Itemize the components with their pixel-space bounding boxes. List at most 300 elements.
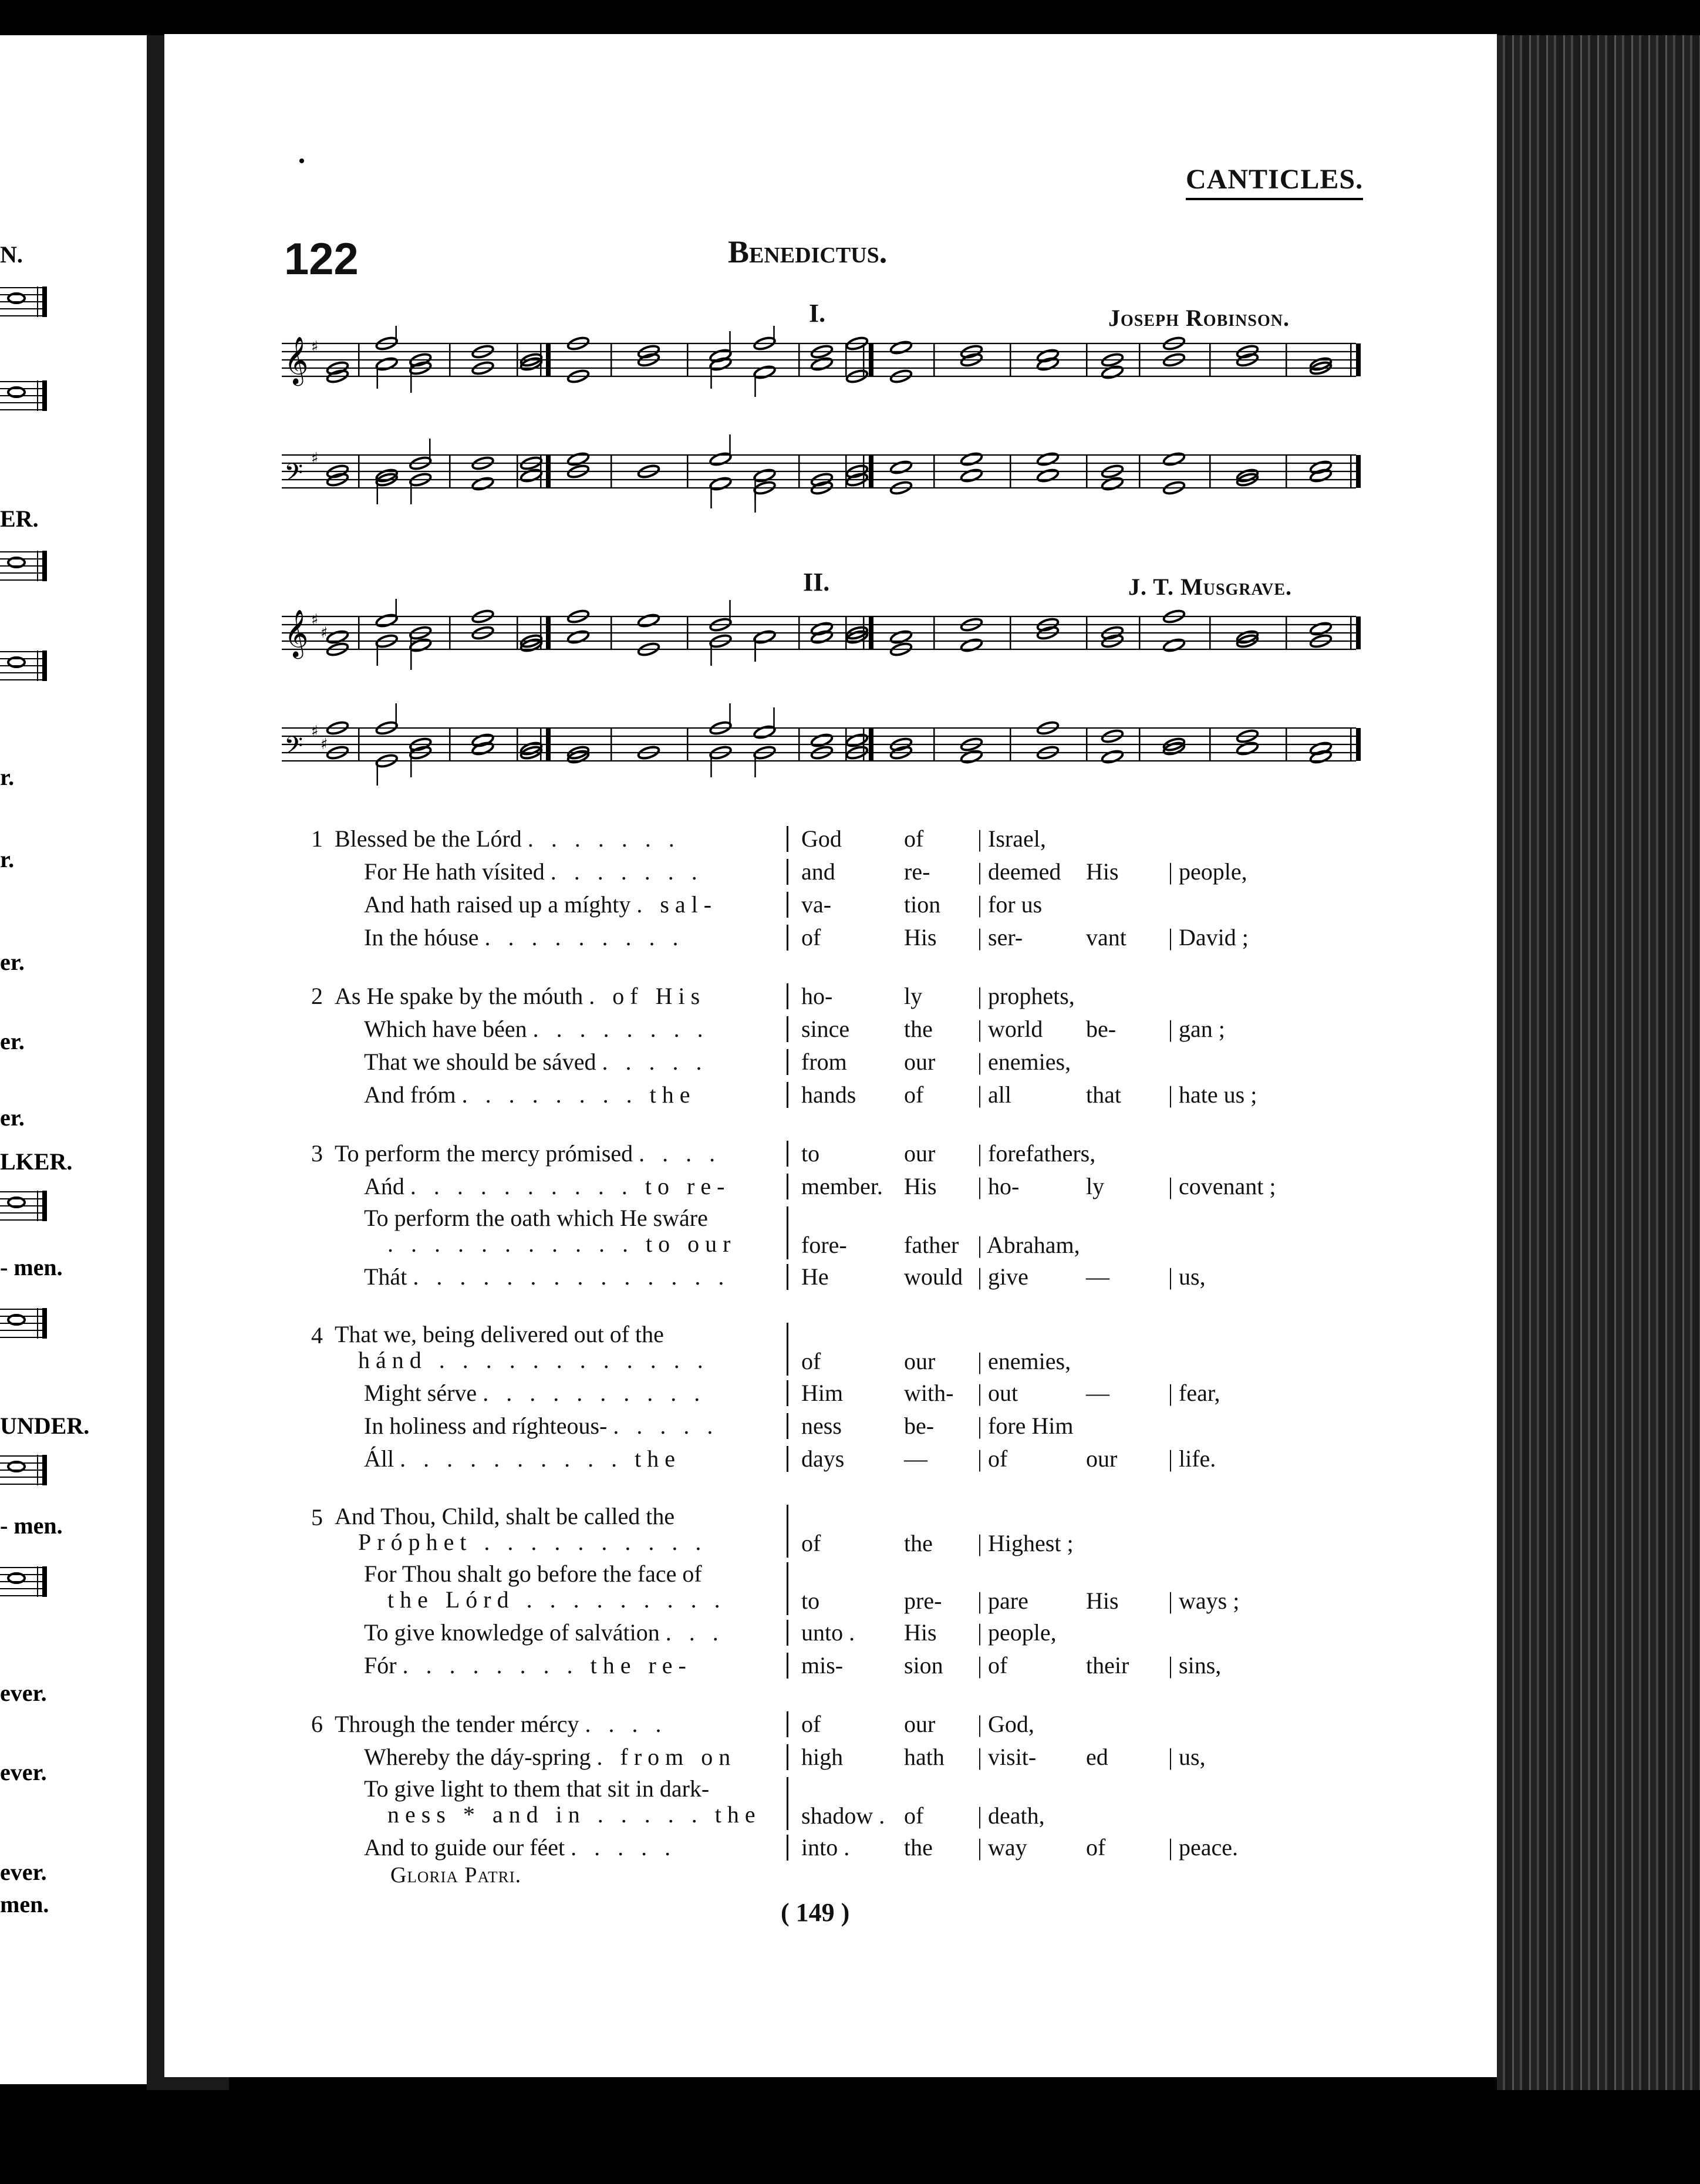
canticle-title: Benedictus. (728, 234, 888, 269)
facing-page-staff-fragment (0, 646, 53, 687)
double-barline (869, 728, 873, 761)
chant-syllable: with- (904, 1380, 954, 1406)
pointing-bar (787, 1620, 788, 1646)
barline (1286, 455, 1287, 488)
reciting-text: And to guide our féet (364, 1834, 565, 1861)
chant-syllable: He (801, 1263, 829, 1290)
barline (1139, 455, 1141, 488)
pointing-bar (787, 1653, 788, 1679)
chant-syllable: His (904, 924, 937, 951)
chant-syllable: our (904, 1140, 936, 1167)
chant-syllable: | ser- (977, 924, 1023, 951)
chant-syllable: from (801, 1049, 847, 1075)
note-head (889, 629, 912, 645)
composer-2: J. T. Musgrave. (1128, 574, 1293, 600)
double-barline (1356, 343, 1361, 376)
pointing-bar (787, 1744, 788, 1770)
pointing-bar (787, 1016, 788, 1042)
note-head (471, 733, 494, 748)
psalter-line (311, 1652, 1362, 1684)
verse-number: 2 (311, 983, 323, 1009)
barline (517, 455, 518, 488)
psalter-line (311, 1322, 1362, 1379)
chant-syllable: | enemies, (977, 1049, 1071, 1075)
reciting-text: In the hóuse (364, 924, 479, 951)
note-head (810, 356, 833, 372)
chant-syllable: our (1086, 1445, 1118, 1472)
psalter-line (311, 825, 1362, 858)
facing-page-staff-fragment (0, 376, 53, 417)
barline (449, 616, 451, 649)
psalter-line (311, 1445, 1362, 1478)
chant-syllable: | sins, (1168, 1652, 1222, 1679)
chant-syllable: Him (801, 1380, 844, 1406)
facing-page-fragment: UNDER. (0, 1413, 90, 1439)
facing-page-fragment: LKER. (0, 1148, 73, 1175)
chant-syllable: father (904, 1232, 959, 1258)
chant-syllable: — (904, 1445, 927, 1472)
barline (517, 728, 518, 761)
chant-syllable: | world (977, 1016, 1043, 1042)
psalter-line (311, 1561, 1362, 1619)
note-head (709, 451, 732, 467)
barline (1286, 616, 1287, 649)
pointing-dots: . . . . . . . . . (484, 924, 684, 951)
facing-page-fragment: ever. (0, 1859, 47, 1885)
setting-numeral-1: I. (809, 299, 826, 328)
barline (610, 455, 612, 488)
pointing-bar (787, 1505, 788, 1558)
verse-number: 4 (311, 1322, 323, 1349)
pointing-bar (787, 1206, 788, 1259)
chant-syllable: | death, (977, 1802, 1045, 1829)
chant-syllable: member. (801, 1173, 883, 1199)
barline (1209, 616, 1211, 649)
note-head (1036, 356, 1059, 372)
psalter-line (311, 1619, 1362, 1652)
reciting-text: To give light to them that sit in dark- (364, 1775, 710, 1802)
chant-syllable: their (1086, 1652, 1129, 1679)
chant-syllable: | God, (977, 1711, 1034, 1737)
chant-syllable: of (904, 1802, 924, 1829)
chant-syllable: of (904, 1081, 924, 1108)
barline (517, 616, 518, 649)
verse-number: 5 (311, 1504, 323, 1531)
pointing-dots: ness * and in . . . . . the (387, 1801, 761, 1828)
note-head (1101, 365, 1124, 380)
chant-syllable: | people, (977, 1619, 1057, 1646)
facing-page-fragment: r. (0, 764, 15, 790)
pointing-dots: . from on (596, 1744, 737, 1770)
chant-syllable: | people, (1168, 858, 1247, 885)
note-head (409, 638, 432, 653)
barline (1286, 343, 1287, 376)
note-head (1162, 451, 1185, 467)
chant-syllable: of (801, 924, 821, 951)
facing-page-staff-fragment (0, 1450, 53, 1491)
note-head (889, 460, 912, 475)
barline (1010, 455, 1011, 488)
pointing-bar (787, 826, 788, 852)
chant-syllable: the (904, 1834, 933, 1861)
psalter-line (311, 1015, 1362, 1048)
chant-syllable: ness (801, 1413, 842, 1439)
double-barline (546, 728, 551, 761)
chant-syllable: high (801, 1744, 844, 1770)
chant-syllable: shadow . (801, 1802, 885, 1829)
gloria-patri: Gloria Patri. (390, 1863, 522, 1888)
facing-page-fragment: - men. (0, 1254, 63, 1280)
note-head (709, 348, 732, 363)
bass-clef-icon: 𝄢 (284, 732, 303, 766)
chant-syllable: God (801, 825, 842, 852)
chant-syllable: | ways ; (1168, 1588, 1240, 1614)
pointing-dots: . . . . . (613, 1413, 719, 1439)
treble-clef-icon: 𝄞 (284, 609, 309, 657)
note-head (709, 476, 732, 491)
psalter-line (311, 1776, 1362, 1834)
pointing-dots: . . . . . . . (527, 825, 680, 852)
pointing-dots: . of His (589, 983, 706, 1009)
note-head (1309, 460, 1332, 475)
psalter-line (311, 1140, 1362, 1172)
barline (687, 728, 689, 761)
sharp-icon: ♯ (311, 338, 319, 356)
barline (933, 455, 935, 488)
barline (933, 616, 935, 649)
pointing-bar (787, 892, 788, 918)
pointing-dots: . . . . . . . . (532, 1016, 709, 1042)
facing-page-staff-fragment (0, 1303, 53, 1344)
facing-page-staff-fragment (0, 1562, 53, 1603)
note-head (1309, 741, 1332, 756)
barline (517, 343, 518, 376)
psalter-line (311, 1048, 1362, 1081)
chant-syllable: re- (904, 858, 930, 885)
psalter-line (311, 1412, 1362, 1445)
chant-syllable: the (904, 1016, 933, 1042)
note-head (960, 749, 983, 764)
facing-page-fragment: ever. (0, 1680, 47, 1706)
chant-syllable: our (904, 1049, 936, 1075)
chant-syllable: | ho- (977, 1173, 1020, 1199)
reciting-text: And hath raised up a míghty (364, 891, 631, 918)
bass-clef-icon: 𝄢 (284, 459, 303, 493)
chant-syllable: be- (904, 1413, 935, 1439)
reciting-text: That we, being delivered out of the (335, 1321, 664, 1347)
note-head (960, 468, 983, 483)
verse-number: 6 (311, 1711, 323, 1737)
reciting-text: To give knowledge of salvátion (364, 1619, 660, 1646)
pointing-bar (787, 1711, 788, 1737)
barline (687, 343, 689, 376)
note-head (520, 468, 542, 483)
barline (687, 455, 689, 488)
chant-syllable: | prophets, (977, 983, 1075, 1009)
chant-syllable: | us, (1168, 1263, 1206, 1290)
chant-syllable: our (904, 1348, 936, 1374)
psalter-line (311, 1834, 1362, 1866)
pointing-bar (787, 1446, 788, 1472)
chant-syllable: — (1086, 1380, 1109, 1406)
chant-syllable: days (801, 1445, 845, 1472)
pointing-dots: . . . . . (602, 1049, 708, 1075)
barline (610, 728, 612, 761)
pointing-dots: hánd . . . . . . . . . . . . (358, 1347, 709, 1373)
barline (1010, 616, 1011, 649)
chant-syllable: | all (977, 1081, 1011, 1108)
chant-syllable: hath (904, 1744, 945, 1770)
reciting-text: For He hath vísited (364, 858, 545, 885)
pointing-bar (787, 925, 788, 951)
note-head (709, 356, 732, 372)
facing-page-fragment: - men. (0, 1512, 63, 1539)
note-head (960, 451, 983, 467)
chant-syllable: into . (801, 1834, 850, 1861)
barline (845, 616, 847, 649)
note-head (1101, 749, 1124, 764)
chant-syllable: His (1086, 858, 1119, 885)
chant-syllable: | out (977, 1380, 1018, 1406)
psalter-line (311, 982, 1362, 1015)
pointing-bar (787, 1562, 788, 1615)
double-barline (546, 455, 551, 488)
barline (1350, 343, 1352, 376)
chant-syllable: | for us (977, 891, 1043, 918)
chant-syllable: that (1086, 1081, 1121, 1108)
double-barline (869, 616, 873, 649)
chant-syllable: and (801, 858, 835, 885)
pointing-bar (787, 1174, 788, 1199)
reciting-text: To perform the oath which He swáre (364, 1205, 708, 1231)
chant-syllable: | of (977, 1445, 1008, 1472)
barline (1209, 343, 1211, 376)
chant-syllable: — (1086, 1263, 1109, 1290)
note-head (326, 629, 349, 645)
facing-page-fragment: ever. (0, 1759, 47, 1785)
chant-score-setting-1 (282, 326, 1362, 525)
pointing-bar (787, 1082, 788, 1108)
reciting-text: Blessed be the Lórd (335, 825, 522, 852)
chant-syllable: | of (977, 1652, 1008, 1679)
barline (1139, 343, 1141, 376)
pointing-bar (787, 1049, 788, 1075)
note-head (566, 629, 589, 645)
chant-syllable: His (904, 1619, 937, 1646)
note-head (375, 613, 398, 628)
barline (358, 455, 360, 488)
chant-syllable: of (801, 1711, 821, 1737)
treble-clef-icon: 𝄞 (284, 336, 309, 384)
chant-syllable: | David ; (1168, 924, 1249, 951)
reciting-text: In holiness and ríghteous- (364, 1413, 608, 1439)
barline (1010, 343, 1011, 376)
note-head (845, 733, 868, 748)
psalter-line (311, 858, 1362, 891)
psalter-line (311, 1504, 1362, 1561)
barline (1086, 728, 1088, 761)
chant-syllable: | covenant ; (1168, 1173, 1276, 1199)
note-head (1036, 451, 1059, 467)
chant-syllable: mis- (801, 1652, 844, 1679)
double-barline (1356, 455, 1361, 488)
barline (1086, 455, 1088, 488)
pointing-bar (787, 1323, 788, 1376)
pointing-dots: . . . (665, 1619, 724, 1646)
psalter-line (311, 891, 1362, 924)
note-head (753, 365, 776, 380)
chant-syllable: hands (801, 1081, 856, 1108)
psalter-line (311, 1743, 1362, 1776)
psalter-line (311, 1205, 1362, 1263)
chant-syllable: vant (1086, 924, 1126, 951)
reciting-text: And fróm (364, 1081, 456, 1108)
facing-page-staff-fragment (0, 1186, 53, 1227)
barline (358, 616, 360, 649)
barline (358, 728, 360, 761)
chant-score-setting-2 (282, 599, 1362, 798)
reciting-text: For Thou shalt go before the face of (364, 1561, 702, 1587)
barline (1286, 728, 1287, 761)
reciting-text: Fór (364, 1652, 397, 1679)
facing-page-fragment: N. (0, 241, 23, 268)
chant-syllable: the (904, 1530, 933, 1556)
page-stack-edge (1497, 35, 1700, 2090)
sharp-icon: ♯ (311, 723, 319, 740)
chant-syllable: ed (1086, 1744, 1108, 1770)
barline (1209, 728, 1211, 761)
note-head (637, 613, 660, 628)
chant-syllable: | way (977, 1834, 1027, 1861)
barline (1086, 343, 1088, 376)
canticle-number: 122 (284, 234, 359, 284)
double-barline (1356, 728, 1361, 761)
facing-page-fragment: men. (0, 1891, 49, 1917)
chant-syllable: | hate us ; (1168, 1081, 1257, 1108)
chant-syllable: ho- (801, 983, 833, 1009)
reciting-text: Whereby the dáy-spring (364, 1744, 591, 1770)
note-head (753, 468, 776, 483)
barline (863, 616, 865, 649)
reciting-text: Ańd (364, 1173, 404, 1199)
reciting-text: To perform the mercy prómised (335, 1140, 633, 1167)
reciting-text: Thát (364, 1263, 407, 1290)
chant-syllable: pre- (904, 1588, 942, 1614)
pointed-psalter-text (311, 825, 1362, 1866)
barline (1209, 455, 1211, 488)
note-head (960, 638, 983, 653)
pointing-bar (787, 1835, 788, 1861)
reciting-text: And Thou, Child, shalt be called the (335, 1503, 675, 1529)
ink-speck (299, 159, 304, 163)
chant-syllable: of (1086, 1834, 1106, 1861)
double-barline (869, 455, 873, 488)
verse-number: 3 (311, 1140, 323, 1167)
pointing-bar (787, 1264, 788, 1290)
chant-syllable: | enemies, (977, 1348, 1071, 1374)
chant-syllable: to (801, 1140, 820, 1167)
chant-syllable: since (801, 1016, 850, 1042)
reciting-text: As He spake by the móuth (335, 983, 583, 1009)
reciting-text: That we should be sáved (364, 1049, 596, 1075)
psalter-line (311, 1081, 1362, 1114)
barline (845, 343, 847, 376)
chant-syllable: ly (1086, 1173, 1105, 1199)
chant-syllable: | gan ; (1168, 1016, 1225, 1042)
chant-syllable: His (904, 1173, 937, 1199)
facing-page-staff-fragment (0, 546, 53, 587)
barline (1010, 728, 1011, 761)
pointing-dots: . . . . . . . . the re- (402, 1652, 692, 1679)
chant-syllable: ly (904, 983, 923, 1009)
double-barline (546, 343, 551, 376)
barline (798, 455, 800, 488)
barline (798, 728, 800, 761)
note-head (810, 733, 833, 748)
chant-syllable: | pare (977, 1588, 1028, 1614)
pointing-bar (787, 1413, 788, 1439)
note-head (1236, 741, 1259, 756)
barline (933, 728, 935, 761)
sharp-icon: ♯ (311, 611, 319, 629)
pointing-dots: . . . . . . . . . . . . . . (413, 1263, 730, 1290)
chant-syllable: of (904, 825, 924, 852)
barline (358, 343, 360, 376)
chant-syllable: to (801, 1588, 820, 1614)
barline (1350, 616, 1352, 649)
section-heading: CANTICLES. (1186, 163, 1363, 200)
chant-syllable: | fore Him (977, 1413, 1074, 1439)
note-head (471, 476, 494, 491)
double-barline (546, 616, 551, 649)
pointing-dots: . . . . (639, 1140, 721, 1167)
facing-page-fragment: ER. (0, 505, 39, 532)
barline (610, 343, 612, 376)
chant-syllable: His (1086, 1588, 1119, 1614)
chant-syllable: fore- (801, 1232, 847, 1258)
chant-syllable: | forefathers, (977, 1140, 1096, 1167)
sharp-icon: ♯ (321, 736, 328, 753)
barline (610, 616, 612, 649)
setting-numeral-2: II. (803, 568, 830, 596)
chant-syllable: sion (904, 1652, 943, 1679)
facing-page-fragment: er. (0, 949, 25, 975)
note-head (1309, 468, 1332, 483)
pointing-dots: . . . . . . . (550, 858, 703, 885)
page-number: ( 149 ) (781, 1898, 850, 1927)
barline (1350, 455, 1352, 488)
pointing-dots: . . . . . . . . . . the (400, 1445, 681, 1472)
pointing-dots: Próphet . . . . . . . . . . (358, 1529, 707, 1555)
chant-syllable: va- (801, 891, 832, 918)
facing-page-fragment: er. (0, 1104, 25, 1131)
psalter-line (311, 1172, 1362, 1205)
pointing-bar (787, 1141, 788, 1167)
chant-syllable: our (904, 1711, 936, 1737)
note-head (1036, 468, 1059, 483)
reciting-text: Might sérve (364, 1380, 477, 1406)
note-head (810, 621, 833, 636)
facing-page-fragment: er. (0, 1028, 25, 1054)
pointing-bar (787, 1777, 788, 1830)
note-head (889, 340, 912, 355)
chant-syllable: | give (977, 1263, 1028, 1290)
barline (1350, 728, 1352, 761)
barline (1139, 616, 1141, 649)
psalter-line (311, 1379, 1362, 1412)
barline (1139, 728, 1141, 761)
pointing-dots: the Lórd . . . . . . . . . (387, 1586, 726, 1613)
